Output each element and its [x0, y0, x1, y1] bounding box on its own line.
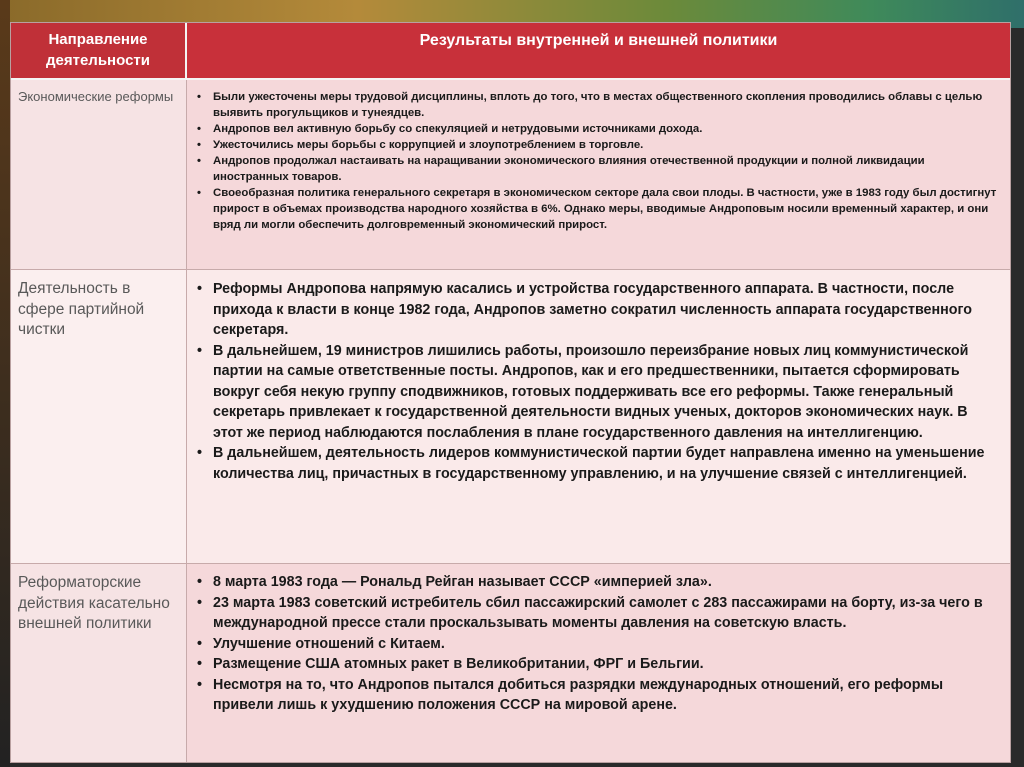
list-item	[195, 572, 1000, 593]
list-item	[195, 675, 1000, 716]
list-item-text: В дальнейшем, 19 министров лишились работы, произошло переизбрание новых лиц коммунистической партии на самые ответственные посты. Андропов, как и его предшественники, пытается сформировать вокруг себя некую группу сподвижников, готовых поддерживать все его реформы. Также генеральный секретарь привлекает к государственной деятельности видных ученых, докторов экономических наук. В этот же период наблюдаются послабления в плане государственного давления на интеллигенцию.	[213, 342, 969, 441]
table-row	[11, 564, 1010, 762]
list-item-text: Улучшение отношений с Китаем.	[213, 635, 445, 652]
header-direction-title: Направление деятельности	[46, 31, 150, 69]
direction-label: Реформаторские действия касательно внешней политики	[18, 574, 170, 632]
list-item	[195, 279, 1000, 341]
direction-cell	[11, 270, 187, 563]
list-item-text: 23 марта 1983 советский истребитель сбил пассажирский самолет с 283 пассажирами на борту, из-за чего в международной прессе стали проскальзывать моменты давления на советскую власть.	[213, 594, 983, 631]
bullet-icon: •	[197, 281, 203, 297]
bullet-icon: •	[197, 445, 203, 461]
bullet-icon: •	[197, 635, 203, 652]
bullet-icon: •	[197, 155, 201, 167]
results-cell	[187, 270, 1010, 563]
results-list	[195, 279, 1000, 484]
bullet-icon: •	[197, 342, 203, 359]
list-item-text: Реформы Андропова напрямую касались и устройства государственного аппарата. В частности, после прихода к власти в конце 1982 года, Андропов заметно сократил численность аппарата государственного секретаря.	[213, 281, 973, 338]
list-item	[195, 153, 1000, 185]
list-item	[195, 654, 1000, 675]
header-cell-results	[187, 23, 1010, 78]
bullet-icon: •	[197, 91, 201, 103]
list-item-text: Андропов вел активную борьбу со спекуляцией и нетрудовыми источниками дохода.	[213, 123, 703, 135]
list-item	[195, 185, 1000, 233]
list-item	[195, 121, 1000, 137]
header-cell-direction	[11, 23, 187, 78]
list-item-text: Ужесточились меры борьбы с коррупцией и злоупотреблением в торговле.	[213, 139, 644, 151]
table-row	[11, 80, 1010, 270]
list-item	[195, 341, 1000, 444]
list-item	[195, 593, 1000, 634]
bullet-icon: •	[197, 594, 203, 611]
table-row	[11, 270, 1010, 564]
direction-label: Экономические реформы	[18, 89, 174, 104]
slide-left-decoration	[0, 0, 10, 767]
list-item-text: Андропов продолжал настаивать на наращивании экономического влияния отечественной продукции и полной ликвидации иностранных товаров.	[213, 155, 925, 183]
bullet-icon: •	[197, 139, 201, 151]
bullet-icon: •	[197, 676, 203, 693]
results-list	[195, 572, 1000, 716]
list-item-text: Своеобразная политика генерального секретаря в экономическом секторе дала свои плоды. В частности, уже в 1983 году был достигнут прирост в объемах производства народного хозяйства в 6%. Однако меры, вводимые Андроповым носили временный характер, и они вряд ли могли обеспечить долговременный экономический прирост.	[213, 187, 997, 231]
list-item-text: Несмотря на то, что Андропов пытался добиться разрядки международных отношений, его реформы привели лишь к ухудшению положения СССР на мировой арене.	[213, 676, 944, 713]
list-item-text: Размещение США атомных ракет в Великобритании, ФРГ и Бельгии.	[213, 656, 704, 672]
direction-cell	[11, 564, 187, 762]
list-item-text: Были ужесточены меры трудовой дисциплины, вплоть до того, что в местах общественного скопления проводились облавы с целью выявить прогульщиков и тунеядцев.	[213, 91, 983, 119]
list-item-text: 8 марта 1983 года — Рональд Рейган называет СССР «империей зла».	[213, 574, 712, 590]
results-cell	[187, 80, 1010, 269]
list-item	[195, 634, 1000, 655]
results-list	[195, 89, 1000, 233]
direction-label: Деятельность в сфере партийной чистки	[18, 280, 145, 338]
header-results-title: Результаты внутренней и внешней политики	[419, 32, 778, 49]
list-item	[195, 443, 1000, 484]
table-header-row	[11, 23, 1010, 80]
bullet-icon: •	[197, 123, 201, 135]
bullet-icon: •	[197, 656, 203, 672]
bullet-icon: •	[197, 574, 203, 590]
policy-table	[10, 22, 1011, 763]
direction-cell	[11, 80, 187, 269]
results-cell	[187, 564, 1010, 762]
list-item	[195, 89, 1000, 121]
list-item	[195, 137, 1000, 153]
list-item-text: В дальнейшем, деятельность лидеров коммунистической партии будет направлена именно на уменьшение количества лиц, причастных в государственному управлению, и на улучшение связей с интеллигенцией.	[213, 445, 985, 482]
bullet-icon: •	[197, 187, 201, 199]
